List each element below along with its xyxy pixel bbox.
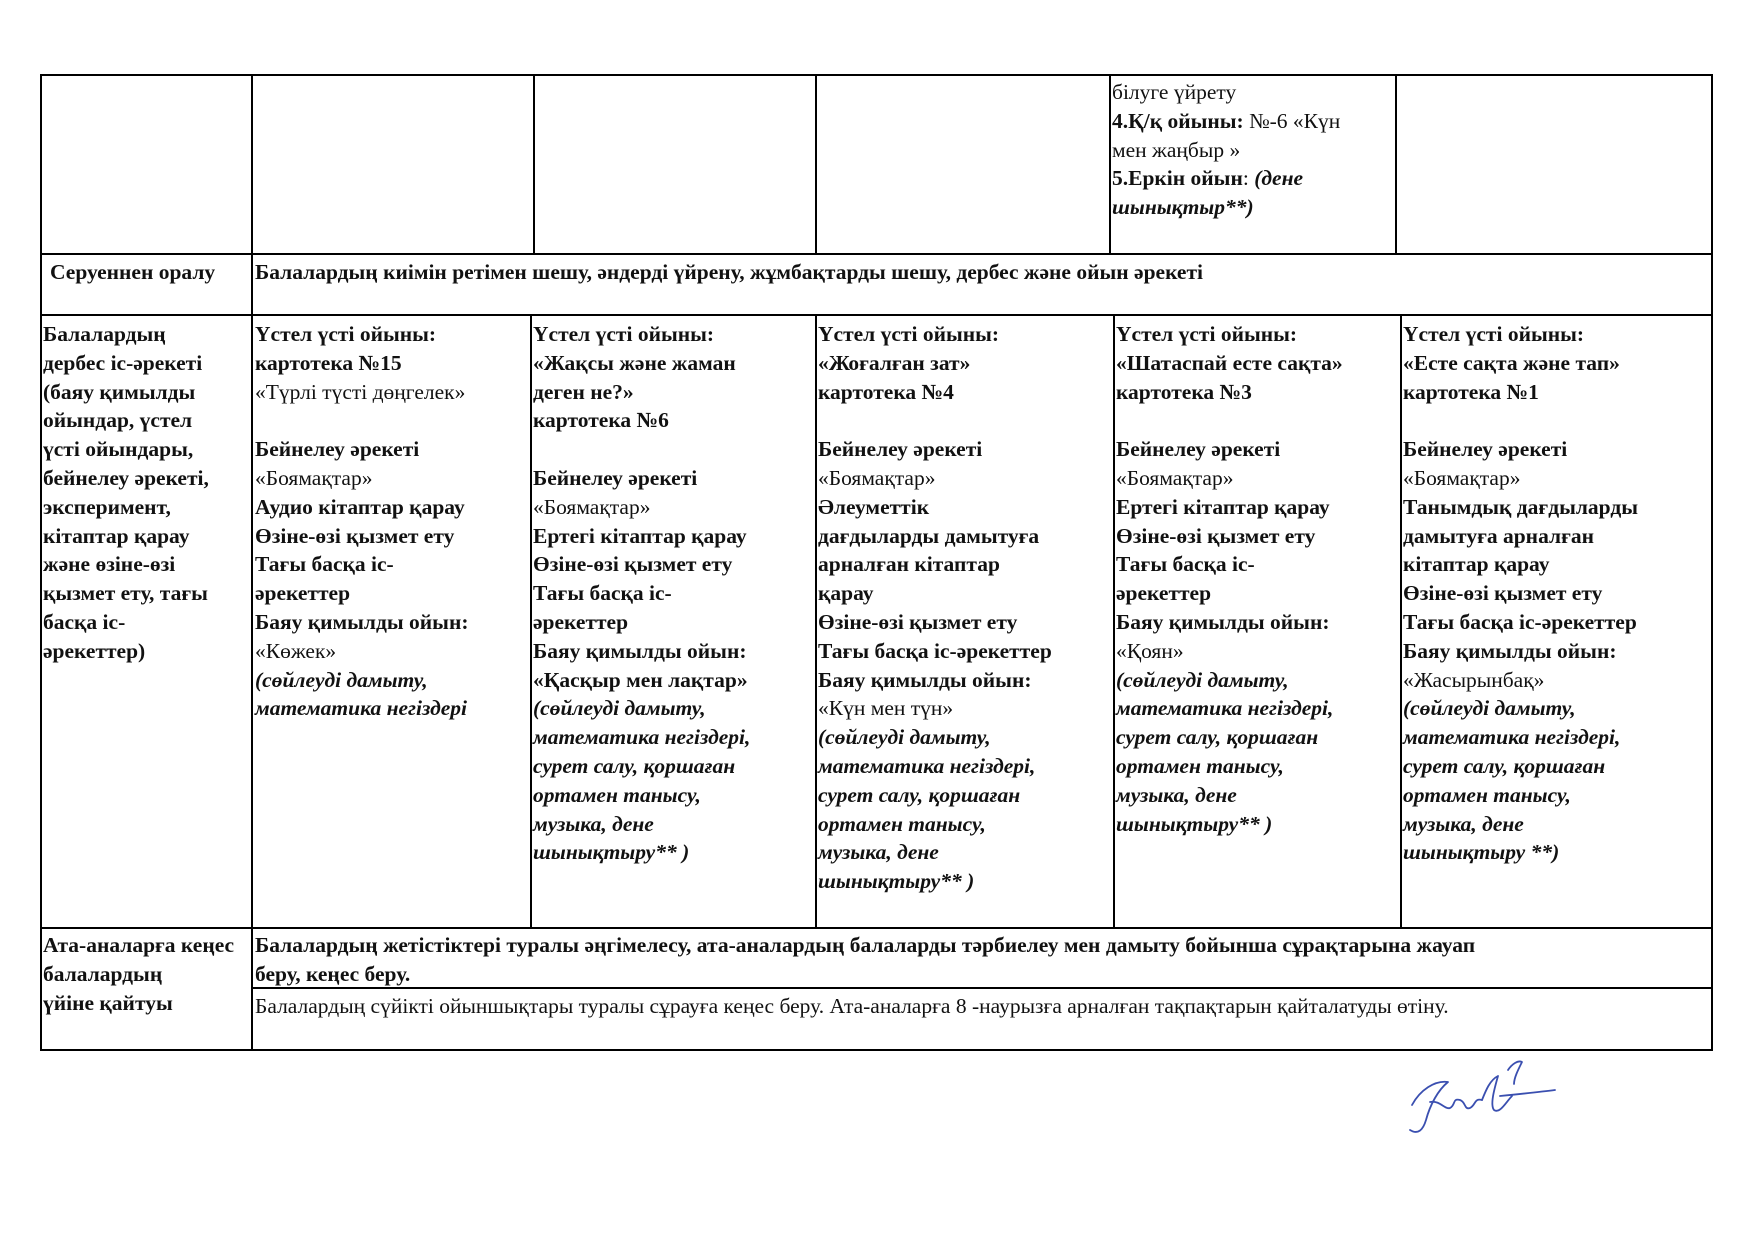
text-line bbox=[818, 838, 1052, 867]
text-run: Әлеуметтік bbox=[818, 494, 930, 519]
text-line bbox=[533, 522, 750, 551]
text-run: «Жақсы және жаман bbox=[533, 350, 736, 375]
parents-row-label bbox=[43, 931, 250, 1017]
text-run: картотека №4 bbox=[818, 379, 954, 404]
text-run: Үстел үсті ойыны: bbox=[255, 322, 437, 346]
text-run: «Түрлі түсті дөңгелек» bbox=[255, 379, 466, 404]
top-row-day4-cell bbox=[1112, 78, 1340, 222]
table-line bbox=[1400, 314, 1402, 928]
text-run: Баяу қимылды ойын: bbox=[1116, 609, 1330, 634]
text-run: «Жоғалған зат» bbox=[818, 350, 971, 375]
text-line bbox=[1116, 781, 1343, 810]
text-run: 4.Қ/қ ойыны: bbox=[1112, 108, 1250, 133]
text-run: математика негіздері, bbox=[818, 753, 1036, 778]
text-run: Бейнелеу әрекеті bbox=[533, 465, 698, 490]
text-line bbox=[818, 608, 1052, 637]
text-line bbox=[533, 637, 750, 666]
text-run: Ертегі кітаптар қарау bbox=[1116, 494, 1330, 519]
text-line bbox=[818, 406, 1052, 435]
text-line bbox=[1403, 464, 1638, 493]
text-run: Тағы басқа іс- bbox=[533, 581, 672, 606]
text-line bbox=[1116, 637, 1343, 666]
text-line: (баяу қимылды bbox=[43, 379, 196, 404]
table-line bbox=[530, 314, 532, 928]
text-run: математика негіздері, bbox=[533, 725, 751, 750]
text-run: музыка, дене bbox=[533, 811, 654, 836]
text-line: кітаптар қарау bbox=[43, 523, 190, 548]
text-run: Баяу қимылды ойын: bbox=[533, 638, 747, 663]
text-line bbox=[1116, 349, 1343, 378]
text-run: музыка, дене bbox=[1116, 782, 1237, 807]
table-line bbox=[1711, 74, 1713, 1051]
text-line bbox=[1116, 320, 1343, 349]
text-line bbox=[533, 550, 750, 579]
text-line bbox=[1403, 579, 1638, 608]
text-line bbox=[1116, 378, 1343, 407]
text-line bbox=[818, 781, 1052, 810]
table-line bbox=[40, 74, 42, 1051]
text-line bbox=[818, 349, 1052, 378]
text-run: шынықтыру** ) bbox=[818, 869, 975, 894]
text-line bbox=[255, 464, 469, 493]
text-run: «Жасырынбақ» bbox=[1403, 667, 1545, 692]
text-line bbox=[1403, 378, 1638, 407]
text-run: Өзіне-өзі қызмет ету bbox=[533, 552, 733, 577]
text-run: ортамен танысу, bbox=[1116, 753, 1284, 778]
text-line: басқа іс- bbox=[43, 609, 126, 634]
text-line bbox=[1403, 320, 1638, 349]
activity-day1-cell bbox=[255, 320, 469, 723]
text-line bbox=[818, 867, 1052, 896]
text-run: Ертегі кітаптар қарау bbox=[533, 523, 747, 548]
text-line bbox=[818, 637, 1052, 666]
text-line bbox=[1403, 522, 1638, 551]
text-run: (дене bbox=[1254, 166, 1304, 191]
text-line bbox=[255, 522, 469, 551]
text-line bbox=[533, 320, 750, 349]
text-run: Аудио кітаптар қарау bbox=[255, 494, 465, 519]
text-line bbox=[533, 435, 750, 464]
text-run: әрекеттер bbox=[533, 609, 629, 634]
text-line bbox=[533, 838, 750, 867]
table-line bbox=[1395, 74, 1397, 255]
text-line bbox=[255, 406, 469, 435]
text-run: картотека №1 bbox=[1403, 379, 1539, 404]
text-run: деген не?» bbox=[533, 379, 634, 404]
text-line bbox=[818, 522, 1052, 551]
text-run: Тағы басқа іс-әрекеттер bbox=[1403, 609, 1637, 634]
table-line bbox=[1109, 74, 1111, 255]
text-line bbox=[1403, 694, 1638, 723]
text-run: Өзіне-өзі қызмет ету bbox=[255, 523, 455, 548]
text-line bbox=[818, 493, 1052, 522]
text-line bbox=[255, 666, 469, 695]
text-run: математика негіздері bbox=[255, 696, 467, 721]
text-line bbox=[1116, 810, 1343, 839]
text-line bbox=[818, 435, 1052, 464]
text-line bbox=[533, 464, 750, 493]
text-run: картотека №15 bbox=[255, 350, 402, 375]
text-run: Бейнелеу әрекеті bbox=[1403, 437, 1568, 462]
text-run: (сөйлеуді дамыту, bbox=[1403, 696, 1576, 721]
text-run: Үстел үсті ойыны: bbox=[533, 322, 715, 346]
text-run: «Боямақтар» bbox=[255, 465, 373, 490]
text-run: (сөйлеуді дамыту, bbox=[255, 667, 428, 692]
text-run: Баяу қимылды ойын: bbox=[255, 609, 469, 634]
text-run: ортамен танысу, bbox=[533, 782, 701, 807]
text-run: «Күн мен түн» bbox=[818, 696, 954, 721]
text-run: «Боямақтар» bbox=[818, 465, 936, 490]
text-line: беру, кеңес беру. bbox=[255, 961, 411, 986]
text-run: ортамен танысу, bbox=[818, 811, 986, 836]
text-line bbox=[533, 781, 750, 810]
table-line bbox=[40, 314, 1713, 316]
table-line bbox=[1113, 314, 1115, 928]
text-run: Бейнелеу әрекеті bbox=[1116, 437, 1281, 462]
text-run: Өзіне-өзі қызмет ету bbox=[1403, 581, 1603, 606]
text-line bbox=[533, 752, 750, 781]
parents-row-text-1 bbox=[255, 931, 1475, 989]
text-line bbox=[1403, 608, 1638, 637]
text-line: қызмет ету, тағы bbox=[43, 581, 208, 606]
text-run: «Қоян» bbox=[1116, 638, 1184, 663]
text-line bbox=[533, 608, 750, 637]
text-run: Өзіне-өзі қызмет ету bbox=[818, 609, 1018, 634]
text-run: шынықтыру** ) bbox=[533, 840, 690, 865]
text-run: ортамен танысу, bbox=[1403, 782, 1571, 807]
signature bbox=[1390, 1050, 1560, 1150]
text-line: бейнелеу әрекеті, bbox=[43, 465, 209, 490]
text-run: Тағы басқа іс- bbox=[255, 552, 394, 577]
text-run: математика негіздері, bbox=[1403, 725, 1621, 750]
text-run: картотека №6 bbox=[533, 408, 669, 433]
return-row-text: Балалардың киімін ретімен шешу, әндерді үйрену, жұмбақтарды шешу, дербес және ойын әрекеті bbox=[255, 260, 1204, 284]
table-line bbox=[251, 74, 253, 1051]
text-line bbox=[255, 320, 469, 349]
text-line bbox=[1403, 406, 1638, 435]
return-row-label: Серуеннен оралу bbox=[50, 260, 216, 284]
text-line bbox=[1403, 810, 1638, 839]
text-run: Танымдық дағдыларды bbox=[1403, 494, 1638, 519]
text-line bbox=[255, 550, 469, 579]
text-line: дербес іс-әрекеті bbox=[43, 350, 203, 375]
text-line bbox=[818, 378, 1052, 407]
text-line bbox=[818, 464, 1052, 493]
text-line bbox=[818, 550, 1052, 579]
text-line bbox=[1112, 78, 1340, 107]
text-run: кітаптар қарау bbox=[1403, 552, 1550, 577]
text-line bbox=[818, 579, 1052, 608]
text-line: ойындар, үстел bbox=[43, 408, 193, 433]
text-line bbox=[1116, 723, 1343, 752]
text-line bbox=[255, 694, 469, 723]
text-line bbox=[1403, 723, 1638, 752]
text-run: математика негіздері, bbox=[1116, 696, 1334, 721]
text-line bbox=[818, 694, 1052, 723]
text-line: Балалардың bbox=[43, 322, 166, 346]
text-line bbox=[1116, 522, 1343, 551]
activity-day2-cell bbox=[533, 320, 750, 867]
text-run: «Көжек» bbox=[255, 638, 337, 663]
text-run: Баяу қимылды ойын: bbox=[1403, 638, 1617, 663]
text-run: шынықтыру** ) bbox=[1116, 811, 1273, 836]
table-line bbox=[815, 314, 817, 928]
text-run: Өзіне-өзі қызмет ету bbox=[1116, 523, 1316, 548]
text-line bbox=[818, 666, 1052, 695]
text-line bbox=[1403, 493, 1638, 522]
text-line bbox=[1116, 406, 1343, 435]
text-line bbox=[255, 378, 469, 407]
text-run: мен жаңбыр » bbox=[1112, 137, 1241, 162]
text-line bbox=[1403, 349, 1638, 378]
text-line bbox=[255, 608, 469, 637]
text-line bbox=[1116, 666, 1343, 695]
table-line bbox=[815, 74, 817, 255]
text-line bbox=[1403, 781, 1638, 810]
text-run: картотека №3 bbox=[1116, 379, 1252, 404]
text-line bbox=[255, 579, 469, 608]
text-line: әрекеттер) bbox=[43, 638, 146, 663]
text-line bbox=[1403, 637, 1638, 666]
table-line bbox=[40, 253, 1713, 255]
text-run: «Боямақтар» bbox=[1116, 465, 1234, 490]
text-run: Бейнелеу әрекеті bbox=[818, 437, 983, 462]
text-line bbox=[533, 406, 750, 435]
text-run: сурет салу, қоршаған bbox=[1403, 753, 1606, 778]
text-run: дамытуға арналған bbox=[1403, 523, 1594, 548]
text-run: (сөйлеуді дамыту, bbox=[818, 725, 991, 750]
text-line bbox=[818, 723, 1052, 752]
text-line bbox=[533, 493, 750, 522]
text-line bbox=[533, 666, 750, 695]
text-line bbox=[818, 752, 1052, 781]
text-run: №-6 «Күн bbox=[1249, 108, 1341, 133]
parents-row-text-2: Балалардың сүйікті ойыншықтары туралы сұрауға кеңес беру. Ата-аналарға 8 -наурызға арналған тақпақтарын қайталатуды өтіну. bbox=[255, 994, 1449, 1018]
text-line bbox=[818, 320, 1052, 349]
text-line bbox=[1112, 193, 1340, 222]
text-line bbox=[255, 637, 469, 666]
text-line bbox=[533, 378, 750, 407]
text-line bbox=[1116, 435, 1343, 464]
text-run: музыка, дене bbox=[818, 840, 939, 865]
text-line: балалардың bbox=[43, 961, 163, 986]
activity-day5-cell bbox=[1403, 320, 1638, 867]
text-line bbox=[255, 493, 469, 522]
table-line bbox=[533, 74, 535, 255]
text-run: Тағы басқа іс- bbox=[1116, 552, 1255, 577]
text-run: білуге үйрету bbox=[1112, 80, 1237, 104]
text-run: сурет салу, қоршаған bbox=[533, 753, 736, 778]
text-line bbox=[255, 349, 469, 378]
text-run: 5.Еркін ойын bbox=[1112, 166, 1243, 191]
text-run: Үстел үсті ойыны: bbox=[1403, 322, 1585, 346]
text-line bbox=[818, 810, 1052, 839]
text-run: «Қасқыр мен лақтар» bbox=[533, 667, 748, 692]
text-line bbox=[1116, 579, 1343, 608]
text-run: (сөйлеуді дамыту, bbox=[1116, 667, 1289, 692]
text-line bbox=[533, 349, 750, 378]
text-line bbox=[1116, 608, 1343, 637]
text-line: үйіне қайтуы bbox=[43, 990, 173, 1015]
text-line bbox=[1116, 550, 1343, 579]
text-line bbox=[1116, 493, 1343, 522]
text-line: Балалардың жетістіктері туралы әңгімелесу, ата-аналардың балаларды тәрбиелеу мен дамыту бойынша сұрақтарына жауап bbox=[255, 933, 1476, 957]
table-line bbox=[40, 927, 1713, 929]
text-run: дағдыларды дамытуға bbox=[818, 523, 1040, 548]
text-line bbox=[1403, 752, 1638, 781]
text-line: Ата-аналарға кеңес bbox=[43, 933, 235, 957]
activity-day4-cell bbox=[1116, 320, 1343, 838]
text-run: шынықтыр**) bbox=[1112, 195, 1254, 220]
text-run: «Шатаспай есте сақта» bbox=[1116, 350, 1343, 375]
text-run: «Боямақтар» bbox=[533, 494, 651, 519]
text-line: және өзіне-өзі bbox=[43, 552, 176, 577]
text-run: «Боямақтар» bbox=[1403, 465, 1521, 490]
text-line bbox=[533, 810, 750, 839]
text-line bbox=[1116, 464, 1343, 493]
text-run: шынықтыру **) bbox=[1403, 840, 1560, 865]
table-line bbox=[40, 74, 1713, 76]
text-run: : bbox=[1242, 166, 1255, 191]
text-run: сурет салу, қоршаған bbox=[1116, 725, 1319, 750]
text-run: (сөйлеуді дамыту, bbox=[533, 696, 706, 721]
text-line bbox=[1403, 550, 1638, 579]
text-line bbox=[533, 694, 750, 723]
activity-day3-cell bbox=[818, 320, 1052, 896]
text-run: Үстел үсті ойыны: bbox=[1116, 322, 1298, 346]
text-run: сурет салу, қоршаған bbox=[818, 782, 1021, 807]
text-line bbox=[533, 579, 750, 608]
text-line: эксперимент, bbox=[43, 494, 171, 519]
text-run: әрекеттер bbox=[1116, 581, 1212, 606]
text-run: арналған кітаптар bbox=[818, 552, 1000, 577]
text-run: қарау bbox=[818, 581, 874, 606]
text-run: Тағы басқа іс-әрекеттер bbox=[818, 638, 1052, 663]
text-run: «Есте сақта және тап» bbox=[1403, 350, 1620, 375]
text-line bbox=[1116, 694, 1343, 723]
text-run: Бейнелеу әрекеті bbox=[255, 437, 420, 462]
text-line bbox=[1112, 164, 1340, 193]
text-line bbox=[1112, 107, 1340, 136]
text-run: әрекеттер bbox=[255, 581, 351, 606]
text-line bbox=[1112, 136, 1340, 165]
text-line bbox=[1403, 666, 1638, 695]
text-line: үсті ойындары, bbox=[43, 437, 194, 462]
text-line bbox=[1116, 752, 1343, 781]
text-line bbox=[1403, 838, 1638, 867]
activity-row-label bbox=[43, 320, 209, 666]
text-run: Үстел үсті ойыны: bbox=[818, 322, 1000, 346]
text-line bbox=[1403, 435, 1638, 464]
text-run: музыка, дене bbox=[1403, 811, 1524, 836]
text-run: Баяу қимылды ойын: bbox=[818, 667, 1032, 692]
text-line bbox=[533, 723, 750, 752]
text-line bbox=[255, 435, 469, 464]
